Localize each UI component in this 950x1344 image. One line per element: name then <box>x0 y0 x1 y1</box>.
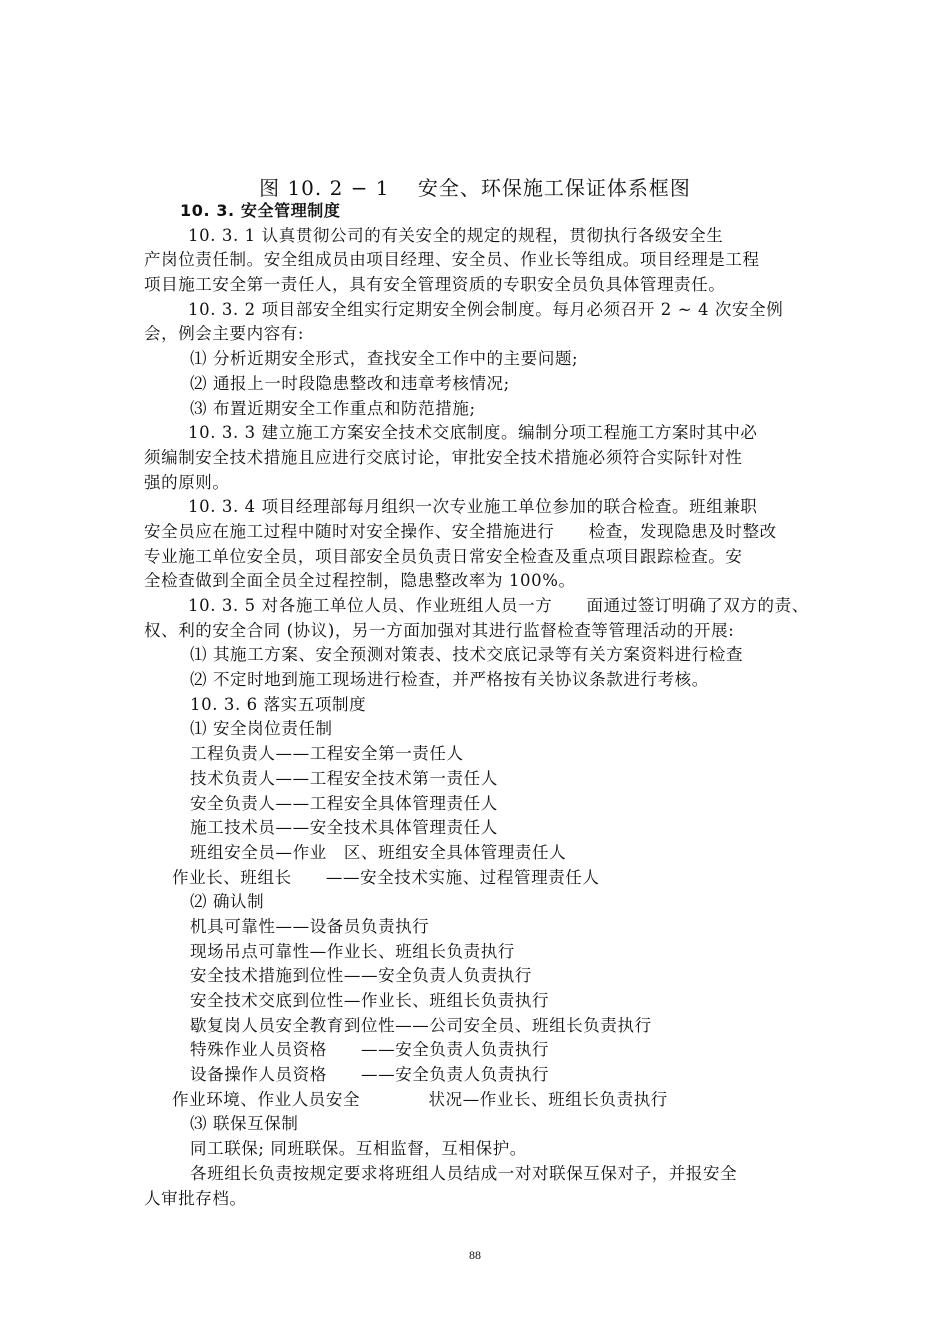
list-item: ⑴ 其施工方案、安全预测对策表、技术交底记录等有关方案资料进行检查 <box>190 645 744 665</box>
list-item: 设备操作人员资格 ——安全负责人负责执行 <box>190 1065 550 1085</box>
paragraph-line: 权、利的安全合同 (协议)，另一方面加强对其进行监督检查等管理活动的开展: <box>144 620 735 640</box>
list-item: 安全技术交底到位性—作业长、班组长负责执行 <box>190 991 550 1010</box>
list-item: 作业长、班组长 ——安全技术实施、过程管理责任人 <box>172 867 600 887</box>
paragraph-line: 10. 3. 6 落实五项制度 <box>190 694 367 714</box>
paragraph-line: 同工联保; 同班联保。互相监督，互相保护。 <box>190 1139 527 1159</box>
list-item: ⑶ 联保互保制 <box>190 1114 299 1134</box>
section-heading: 10. 3. 安全管理制度 <box>180 201 341 220</box>
paragraph-line: 产岗位责任制。安全组成员由项目经理、安全员、作业长等组成。项目经理是工程 <box>144 250 760 270</box>
document-body <box>144 199 814 1211</box>
paragraph-line: 10. 3. 5 对各施工单位人员、作业班组人员一方 面通过签订明确了双方的责、 <box>188 596 809 615</box>
list-item: ⑶ 布置近期安全工作重点和防范措施; <box>190 398 476 418</box>
paragraph-line: 10. 3. 4 项目经理部每月组织一次专业施工单位参加的联合检查。班组兼职 <box>188 497 758 517</box>
list-item: ⑴ 安全岗位责任制 <box>190 719 333 739</box>
list-item: 技术负责人——工程安全技术第一责任人 <box>190 768 498 788</box>
paragraph-line: 会，例会主要内容有: <box>144 324 305 344</box>
paragraph-line: 项目施工安全第一责任人，具有安全管理资质的专职安全员负具体管理责任。 <box>144 275 726 295</box>
paragraph-line: 须编制安全技术措施且应进行交底讨论，审批安全技术措施必须符合实际针对性 <box>144 447 743 467</box>
list-item: 歇复岗人员安全教育到位性——公司安全员、班组长负责执行 <box>190 1015 652 1035</box>
list-item: 现场吊点可靠性—作业长、班组长负责执行 <box>190 941 515 961</box>
list-item: 安全技术措施到位性——安全负责人负责执行 <box>190 966 532 986</box>
paragraph-line: 强的原则。 <box>144 472 230 492</box>
paragraph-line: 各班组长负责按规定要求将班组人员结成一对对联保互保对子，并报安全 <box>190 1163 738 1183</box>
list-item: ⑴ 分析近期安全形式，查找安全工作中的主要问题; <box>190 349 579 369</box>
list-item: 工程负责人——工程安全第一责任人 <box>190 744 464 764</box>
paragraph-line: 全检查做到全面全员全过程控制，隐患整改率为 100%。 <box>144 571 576 591</box>
list-item: 特殊作业人员资格 ——安全负责人负责执行 <box>190 1040 550 1060</box>
list-item: 班组安全员—作业 区、班组安全具体管理责任人 <box>190 842 567 862</box>
list-item: 机具可靠性——设备员负责执行 <box>190 916 430 936</box>
list-item: 安全负责人——工程安全具体管理责任人 <box>190 793 498 813</box>
list-item: ⑵ 不定时地到施工现场进行检查，并严格按有关协议条款进行考核。 <box>190 670 709 690</box>
figure-caption: 图 10. 2 − 1 安全、环保施工保证体系框图 <box>259 176 691 200</box>
paragraph-line: 10. 3. 3 建立施工方案安全技术交底制度。编制分项工程施工方案时其中必 <box>188 423 758 443</box>
list-item: 施工技术员——安全技术具体管理责任人 <box>190 818 498 838</box>
list-item: 作业环境、作业人员安全 状况—作业长、班组长负责执行 <box>172 1089 668 1109</box>
paragraph-line: 安全员应在施工过程中随时对安全操作、安全措施进行 检查，发现隐患及时整改 <box>144 521 777 541</box>
paragraph-line: 10. 3. 1 认真贯彻公司的有关安全的规定的规程，贯彻执行各级安全生 <box>188 225 724 245</box>
list-item: ⑵ 通报上一时段隐患整改和违章考核情况; <box>190 373 510 393</box>
page-number: 88 <box>469 1248 481 1262</box>
paragraph-line: 10. 3. 2 项目部安全组实行定期安全例会制度。每月必须召开 2 ~ 4 次安全例 <box>188 299 784 319</box>
paragraph-line: 人审批存档。 <box>144 1188 247 1208</box>
paragraph-line: 专业施工单位安全员，项目部安全员负责日常安全检查及重点项目跟踪检查。安 <box>144 546 743 566</box>
list-item: ⑵ 确认制 <box>190 892 265 912</box>
